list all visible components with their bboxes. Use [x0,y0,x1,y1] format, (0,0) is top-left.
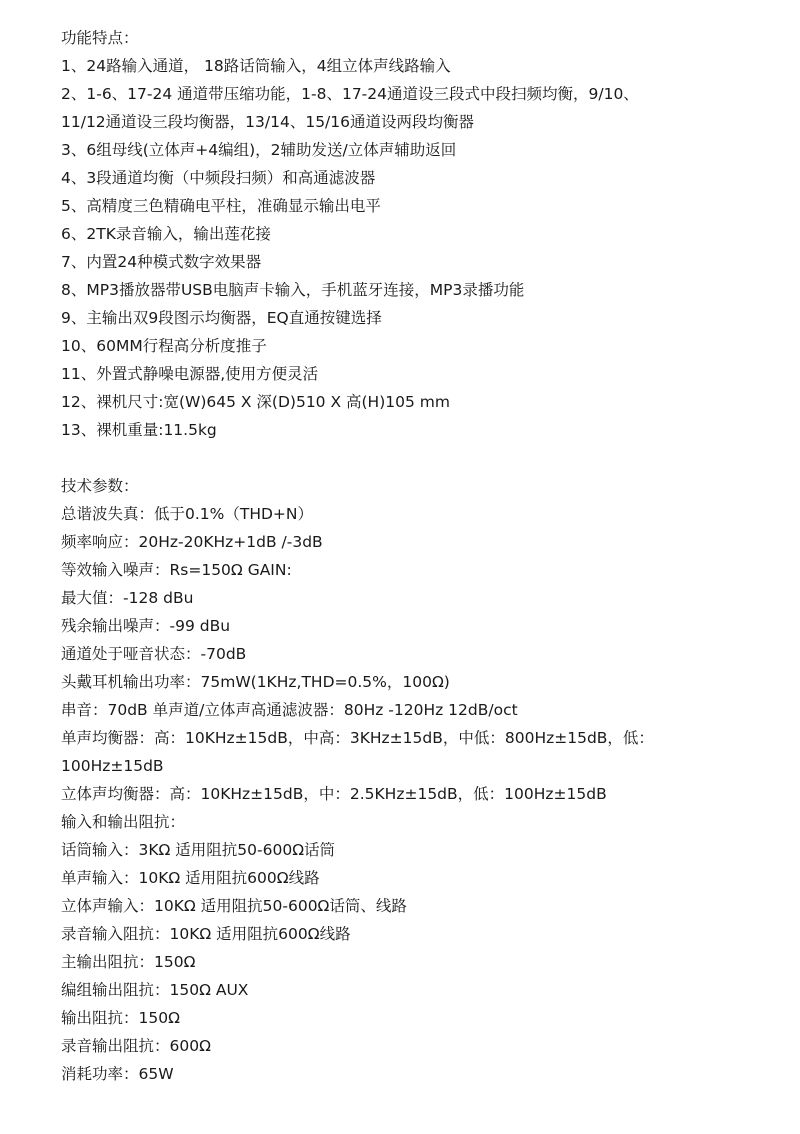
features-section [61,24,791,444]
spec-mic-input: 话筒输入：3KΩ 适用阻抗50-600Ω话筒 [61,841,336,859]
spec-output: 输出阻抗：150Ω [61,1009,180,1027]
feature-item-11: 11、外置式静噪电源器,使用方便灵活 [61,365,319,383]
spec-headphone-output: 头戴耳机输出功率：75mW(1KHz,THD=0.5%，100Ω) [61,673,450,691]
spec-max-value: 最大值：-128 dBu [61,589,194,607]
spec-mono-eq-cont: 100Hz±15dB [61,757,164,775]
spec-main-output: 主输出阻抗：150Ω [61,953,196,971]
spec-stereo-input: 立体声输入：10KΩ 适用阻抗50-600Ω话筒、线路 [61,897,407,915]
feature-item-10: 10、60MM行程高分析度推子 [61,337,267,355]
specs-heading: 技术参数： [61,477,139,495]
spec-group-output: 编组输出阻抗：150Ω AUX [61,981,249,999]
feature-item-12: 12、裸机尺寸:宽(W)645 X 深(D)510 X 高(H)105 mm [61,393,450,411]
spec-mono-eq: 单声均衡器：高：10KHz±15dB，中高：3KHz±15dB，中低：800Hz±15dB，低： [61,729,654,747]
section-spacer [61,444,791,472]
feature-item-7: 7、内置24种模式数字效果器 [61,253,262,271]
feature-item-13: 13、裸机重量:11.5kg [61,421,217,439]
specs-section [61,472,791,1088]
feature-item-8: 8、MP3播放器带USB电脑声卡输入，手机蓝牙连接，MP3录播功能 [61,281,525,299]
spec-thd: 总谐波失真：低于0.1%（THD+N） [61,505,314,523]
feature-item-4: 4、3段通道均衡（中频段扫频）和高通滤波器 [61,169,376,187]
spec-frequency-response: 频率响应：20Hz-20KHz+1dB /-3dB [61,533,323,551]
feature-item-9: 9、主输出双9段图示均衡器，EQ直通按键选择 [61,309,382,327]
feature-item-2: 2、1-6、17-24 通道带压缩功能，1-8、17-24通道设三段式中段扫频均衡，9/10、 [61,85,639,103]
feature-item-2-cont: 11/12通道设三段均衡器，13/14、15/16通道设两段均衡器 [61,113,475,131]
features-heading: 功能特点： [61,29,139,47]
spec-stereo-eq: 立体声均衡器：高：10KHz±15dB，中：2.5KHz±15dB，低：100Hz±15dB [61,785,607,803]
spec-residual-output-noise: 残余输出噪声：-99 dBu [61,617,231,635]
document-page [61,24,791,1088]
spec-record-output: 录音输出阻抗：600Ω [61,1037,211,1055]
feature-item-6: 6、2TK录音输入，输出莲花接 [61,225,271,243]
spec-equivalent-input-noise: 等效输入噪声：Rs=150Ω GAIN: [61,561,292,579]
spec-mono-input: 单声输入：10KΩ 适用阻抗600Ω线路 [61,869,320,887]
spec-impedance-heading: 输入和输出阻抗： [61,813,186,831]
spec-channel-mute: 通道处于哑音状态：-70dB [61,645,247,663]
feature-item-3: 3、6组母线(立体声+4编组)，2辅助发送/立体声辅助返回 [61,141,457,159]
spec-power-consumption: 消耗功率：65W [61,1065,174,1083]
feature-item-5: 5、高精度三色精确电平柱，准确显示输出电平 [61,197,381,215]
spec-record-input: 录音输入阻抗：10KΩ 适用阻抗600Ω线路 [61,925,351,943]
feature-item-1: 1、24路输入通道， 18路话筒输入，4组立体声线路输入 [61,57,451,75]
spec-crosstalk: 串音：70dB 单声道/立体声高通滤波器：80Hz -120Hz 12dB/oct [61,701,518,719]
